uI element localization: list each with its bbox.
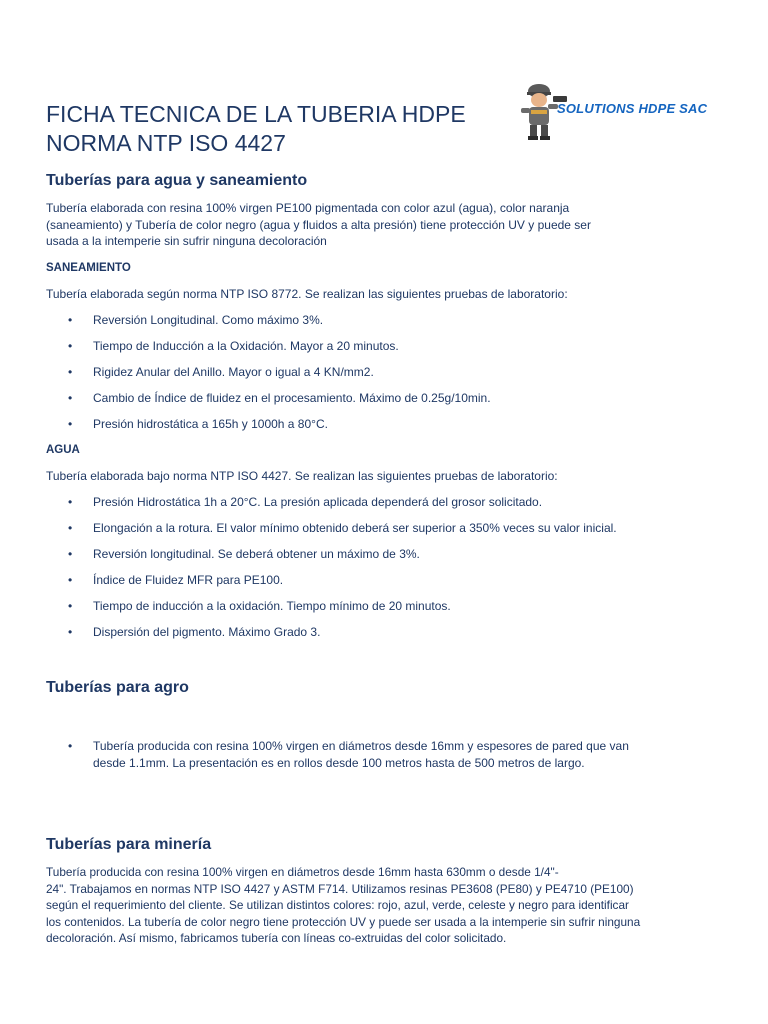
list-item-text: Índice de Fluidez MFR para PE100. [93,573,284,587]
list-item-text: Elongación a la rotura. El valor mínimo obtenido deberá ser superior a 350% veces su valor inicial. [93,521,617,535]
intro-line-3: usada a la intemperie sin sufrir ninguna decoloración [46,234,327,248]
bullet-icon: • [68,625,73,639]
list-item-text: Dispersión del pigmento. Máximo Grado 3. [93,625,321,639]
bullet-icon: • [68,547,73,561]
bullet-icon: • [68,739,73,753]
mineria-line-2: 24". Trabajamos en normas NTP ISO 4427 y ASTM F714. Utilizamos resinas PE3608 (PE80) y PE4710 (PE100) [46,881,634,896]
heading-saneamiento: SANEAMIENTO [46,262,131,274]
intro-line-2: (saneamiento) y Tubería de color negro (agua y fluidos a alta presión) tiene protección UV y puede ser [46,217,591,232]
heading-agua: AGUA [46,444,80,456]
title-line-1: FICHA TECNICA DE LA TUBERIA HDPE [46,101,466,127]
bullet-icon: • [68,313,73,327]
logo-text: SOLUTIONS HDPE SAC [557,101,708,116]
bullet-icon: • [68,339,73,353]
bullet-icon: • [68,391,73,405]
agro-line-1: Tubería producida con resina 100% virgen en diámetros desde 16mm y espesores de pared que van [93,739,629,753]
heading-agua-saneamiento: Tuberías para agua y saneamiento [46,172,308,189]
bullet-icon: • [68,573,73,587]
list-item-text [93,738,629,771]
list-item-text: Reversión Longitudinal. Como máximo 3%. [93,313,324,327]
title-line-2: NORMA NTP ISO 4427 [46,130,286,156]
mineria-line-5: decoloración. Así mismo, fabricamos tubería con líneas co-extruidas del color solicitado. [46,931,507,945]
bullet-icon: • [68,495,73,509]
bullet-icon: • [68,365,73,379]
bullet-icon: • [68,521,73,535]
bullet-icon: • [68,417,73,431]
list-item-text: Presión hidrostática a 165h y 1000h a 80°C. [93,417,328,431]
agro-line-2: desde 1.1mm. La presentación es en rollos desde 100 metros hasta de 500 metros de largo. [93,755,585,770]
mineria-line-1: Tubería producida con resina 100% virgen en diámetros desde 16mm hasta 630mm o desde 1/4"- [46,865,559,879]
heading-agro: Tuberías para agro [46,679,189,696]
list-item-text: Reversión longitudinal. Se deberá obtener un máximo de 3%. [93,547,420,561]
saneamiento-intro: Tubería elaborada según norma NTP ISO 8772. Se realizan las siguientes pruebas de laboratorio: [46,287,568,301]
company-logo [519,80,734,142]
agua-intro: Tubería elaborada bajo norma NTP ISO 4427. Se realizan las siguientes pruebas de laboratorio: [46,469,558,483]
list-item-text: Tiempo de inducción a la oxidación. Tiempo mínimo de 20 minutos. [93,599,451,613]
mineria-paragraph [46,864,722,947]
list-item-text: Tiempo de Inducción a la Oxidación. Mayor a 20 minutos. [93,339,399,353]
list-item-text: Cambio de Índice de fluidez en el procesamiento. Máximo de 0.25g/10min. [93,391,491,405]
mineria-line-3: según el requerimiento del cliente. Se utilizan distintos colores: rojo, azul, verde, celeste y negro para identificar [46,898,629,912]
bullet-icon: • [68,599,73,613]
list-item-text: Rigidez Anular del Anillo. Mayor o igual a 4 KN/mm2. [93,365,374,379]
intro-line-1: Tubería elaborada con resina 100% virgen PE100 pigmentada con color azul (agua), color naranja [46,201,570,215]
agua-saneamiento-intro [46,200,722,250]
mineria-line-4: los contenidos. La tubería de color negro tiene protección UV y puede ser usada a la intemperie sin sufrir ninguna [46,914,641,929]
heading-mineria: Tuberías para minería [46,836,212,853]
document-title [46,100,466,158]
list-item-text: Presión Hidrostática 1h a 20°C. La presión aplicada dependerá del grosor solicitado. [93,495,543,509]
